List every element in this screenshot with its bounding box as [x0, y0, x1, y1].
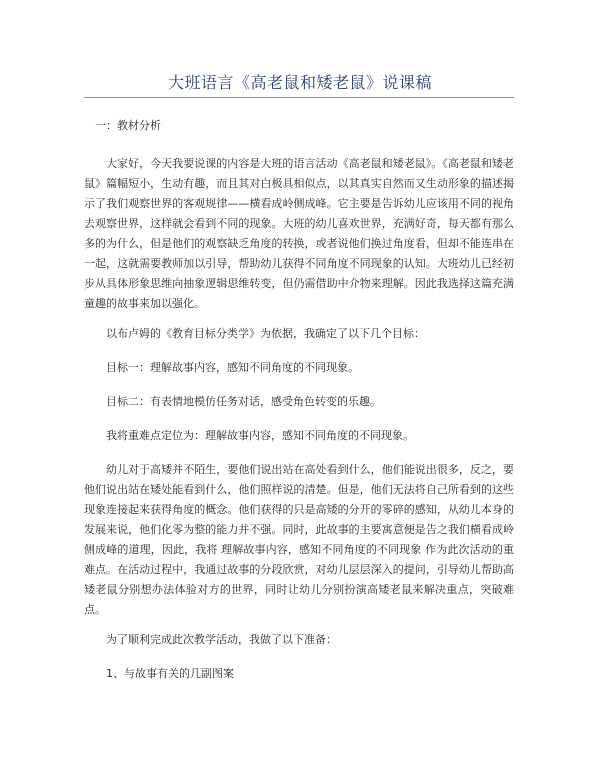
paragraph-analysis: 幼儿对于高矮并不陌生，要他们说出站在高处看到什么，他们能说出很多，反之，要他们说出站在矮处能看到什么，他们照样说的清楚。但是，他们无法将自己所看到的这些现象连接起来获得角度的概念。他们获得的只是高矮的分开的零碎的感知，从幼儿本身的发展来说，他们化零为整的能力并不强。同时，此故事的主要寓意便是告之我们横看成岭侧成峰的道理，因此，我将 理解故事内容，感知不同角度的不同现象 作为此次活动的重难点。在活动过程中，我通过故事的分段欣赏，对幼儿层层深入的提问，引导幼儿帮助高矮老鼠分别想办法体验对方的世界，同时让幼儿分别扮演高矮老鼠来解决重点，突破难点。	[84, 463, 514, 616]
paragraph-key-points: 我将重难点定位为：理解故事内容，感知不同角度的不同现象。	[106, 429, 414, 442]
paragraph-intro: 大家好，今天我要说课的内容是大班的语言活动《高老鼠和矮老鼠》。《高老鼠和矮老鼠》篇幅短小，生动有趣，而且其对白极具相似点，以其真实自然而又生动形象的描述揭示了我们观察世界的客观规律——横看成岭侧成峰。它主要是告诉幼儿应该用不同的视角去观察世界，这样就会看到不同的现象。大班的幼儿喜欢世界，充满好奇，每天都有那么多的为什么，但是他们的观察缺乏角度的转换，或者说他们换过角度看，但却不能连串在一起，这就需要教师加以引导，帮助幼儿获得不同角度不同现象的认知。大班幼儿已经初步从具体形象思维向抽象逻辑思维转变，但仍需借助中介物来理解。因此我选择这篇充满童趣的故事来加以强化。	[84, 157, 514, 310]
list-item-materials: 1、与故事有关的几副图案	[106, 667, 234, 680]
paragraph-basis: 以布卢姆的《教育目标分类学》为依据，我确定了以下几个目标：	[106, 327, 425, 340]
document-body	[84, 116, 514, 698]
paragraph-preparation: 为了顺利完成此次教学活动，我做了以下准备：	[106, 633, 337, 646]
title-underline	[84, 97, 514, 98]
section-heading: 一：教材分析	[95, 119, 161, 132]
document-title: 大班语言《高老鼠和矮老鼠》说课稿	[167, 73, 432, 92]
paragraph-goal-one: 目标一：理解故事内容，感知不同角度的不同现象。	[106, 361, 359, 374]
paragraph-goal-two: 目标二：有表情地模仿任务对话，感受角色转变的乐趣。	[106, 395, 381, 408]
